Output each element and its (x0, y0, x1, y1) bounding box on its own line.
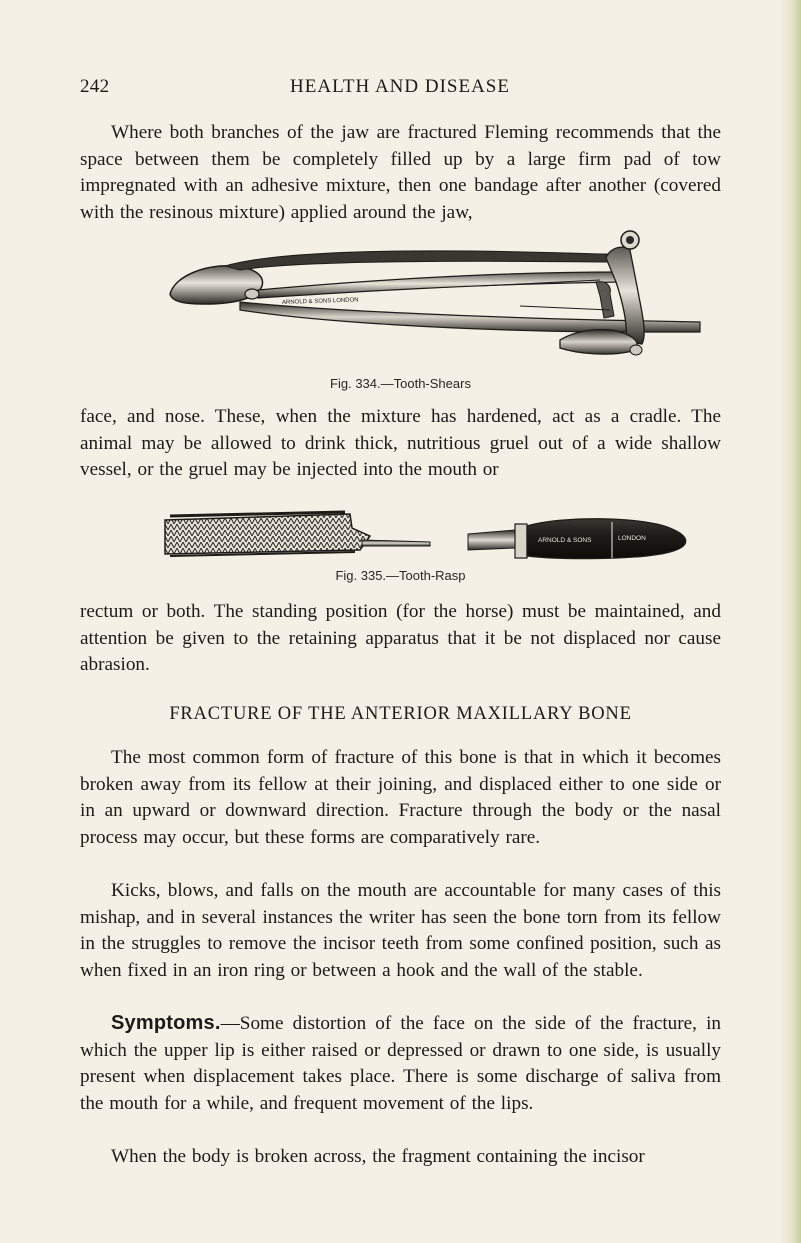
figure-335 (0, 506, 801, 586)
running-head: HEALTH AND DISEASE (290, 76, 510, 97)
rasp-stamp-right: LONDON (618, 535, 646, 542)
maker-stamp: ARNOLD & SONS LONDON (281, 297, 359, 306)
rasp-stamp-left: ARNOLD & SONS (538, 537, 592, 544)
paragraph-4: The most common form of fracture of this bone is that in which it becomes broken away from its fellow at their joining, and displaced either to one side or in an upward or downward direction. Fracture through the body or the nasal process may occur, but these forms are comparatively rare. (80, 747, 721, 848)
symptoms-text: —Some distortion of the face on the side of the fracture, in which the upper lip is either raised or depressed or drawn to one side, is usually present when displacement takes place. There is some discharge of saliva from the mouth for a while, and frequent movement of the lips. (80, 1013, 721, 1114)
paragraph-3: rectum or both. The standing position (for the horse) must be maintained, and attention be given to the retaining apparatus that it be not displaced nor cause abrasion. (80, 601, 721, 676)
figure-334 (0, 224, 801, 392)
tooth-shears-illustration (0, 224, 801, 364)
page-header (80, 76, 720, 104)
paragraph-7: When the body is broken across, the fragment containing the incisor (111, 1146, 645, 1167)
paragraph-1: Where both branches of the jaw are fractured Fleming recommends that the space between them be completely filled up by a large firm pad of tow impregnated with an adhesive mixture, then one bandage after another (covered with the resinous mixture) applied around the jaw, (80, 122, 721, 223)
paragraph-5: Kicks, blows, and falls on the mouth are accountable for many cases of this mishap, and in several instances the writer has seen the bone torn from its fellow in the struggles to remove the incisor teeth from some confined position, such as when fixed in an iron ring or between a hook and the wall of the stable. (80, 880, 721, 981)
symptoms-runin-heading: Symptoms. (111, 1012, 221, 1034)
paragraph-2: face, and nose. These, when the mixture has hardened, act as a cradle. The animal may be allowed to drink thick, nutritious gruel out of a wide shallow vessel, or the gruel may be injected into the mouth or (80, 406, 721, 481)
page-number: 242 (80, 76, 110, 97)
section-heading: FRACTURE OF THE ANTERIOR MAXILLARY BONE (169, 704, 632, 724)
tooth-rasp-illustration (0, 506, 801, 564)
figure-334-caption: Fig. 334.—Tooth-Shears (330, 376, 471, 391)
page-edge-shadow (779, 0, 801, 1243)
figure-335-caption: Fig. 335.—Tooth-Rasp (335, 568, 466, 583)
paragraph-6 (80, 1010, 721, 1117)
